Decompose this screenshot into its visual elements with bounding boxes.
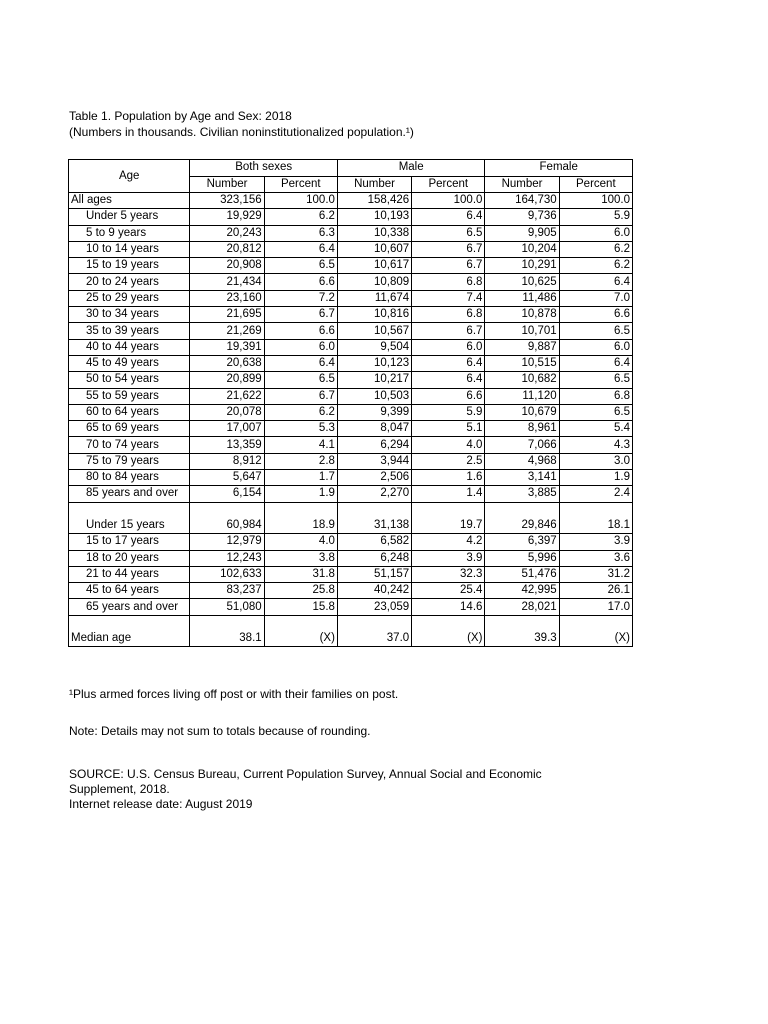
table-row — [69, 566, 633, 582]
percent-cell: 4.3 — [559, 437, 632, 453]
percent-cell: 6.4 — [412, 209, 485, 225]
number-cell: 158,426 — [337, 193, 411, 209]
number-cell: 20,078 — [190, 404, 264, 420]
percent-cell: 6.4 — [264, 355, 337, 371]
table-row — [69, 193, 633, 209]
number-cell: 10,809 — [337, 274, 411, 290]
number-cell: 10,617 — [337, 258, 411, 274]
percent-cell: 4.0 — [412, 437, 485, 453]
age-label: 15 to 17 years — [69, 534, 190, 550]
table-row — [69, 599, 633, 615]
percent-cell: 3.8 — [264, 550, 337, 566]
number-cell — [485, 502, 559, 518]
percent-cell: 18.9 — [264, 518, 337, 534]
age-label: 45 to 49 years — [69, 355, 190, 371]
number-cell: 10,123 — [337, 355, 411, 371]
number-cell: 19,391 — [190, 339, 264, 355]
percent-cell: 6.6 — [412, 388, 485, 404]
number-cell: 7,066 — [485, 437, 559, 453]
number-cell: 19,929 — [190, 209, 264, 225]
number-cell: 13,359 — [190, 437, 264, 453]
percent-cell: 5.1 — [412, 421, 485, 437]
number-cell: 10,625 — [485, 274, 559, 290]
percent-cell: 6.0 — [559, 339, 632, 355]
footnote-armed-forces: ¹Plus armed forces living off post or with their families on post. — [69, 687, 399, 701]
spacer-row — [69, 615, 633, 631]
footnote-rounding: Note: Details may not sum to totals because of rounding. — [69, 724, 371, 738]
number-cell: 10,291 — [485, 258, 559, 274]
percent-cell: 6.5 — [264, 372, 337, 388]
percent-cell: 5.3 — [264, 421, 337, 437]
subcol-percent: Percent — [264, 176, 337, 193]
percent-cell: 6.8 — [559, 388, 632, 404]
percent-cell: 6.0 — [412, 339, 485, 355]
table-row — [69, 486, 633, 502]
age-label: 40 to 44 years — [69, 339, 190, 355]
age-label: Median age — [69, 631, 190, 647]
spacer-row — [69, 502, 633, 518]
percent-cell: 15.8 — [264, 599, 337, 615]
percent-cell — [264, 615, 337, 631]
percent-cell: 6.2 — [559, 258, 632, 274]
table-row — [69, 534, 633, 550]
percent-cell: 6.6 — [559, 307, 632, 323]
percent-cell: 6.2 — [559, 241, 632, 257]
number-cell: 23,160 — [190, 290, 264, 306]
number-cell: 21,695 — [190, 307, 264, 323]
age-label — [69, 502, 190, 518]
number-cell: 12,243 — [190, 550, 264, 566]
table-row — [69, 470, 633, 486]
table-row — [69, 209, 633, 225]
percent-cell: 3.9 — [559, 534, 632, 550]
subcol-percent: Percent — [559, 176, 632, 193]
percent-cell: 100.0 — [264, 193, 337, 209]
table-subtitle: (Numbers in thousands. Civilian noninstitutionalized population.¹) — [69, 125, 414, 139]
number-cell: 21,269 — [190, 323, 264, 339]
percent-cell: 2.5 — [412, 453, 485, 469]
percent-cell: 7.0 — [559, 290, 632, 306]
number-cell: 51,080 — [190, 599, 264, 615]
number-cell: 29,846 — [485, 518, 559, 534]
percent-cell: 6.2 — [264, 404, 337, 420]
release-date: Internet release date: August 2019 — [69, 797, 253, 811]
table-row — [69, 258, 633, 274]
percent-cell: 17.0 — [559, 599, 632, 615]
percent-cell: 19.7 — [412, 518, 485, 534]
percent-cell: 6.4 — [559, 274, 632, 290]
percent-cell — [559, 615, 632, 631]
group-header-male: Male — [337, 160, 485, 177]
percent-cell: 1.6 — [412, 470, 485, 486]
percent-cell: 3.6 — [559, 550, 632, 566]
percent-cell — [559, 502, 632, 518]
percent-cell: 6.5 — [559, 404, 632, 420]
age-label: 21 to 44 years — [69, 566, 190, 582]
number-cell: 11,486 — [485, 290, 559, 306]
table-row — [69, 225, 633, 241]
number-cell: 12,979 — [190, 534, 264, 550]
percent-cell: 6.7 — [412, 323, 485, 339]
age-label: 20 to 24 years — [69, 274, 190, 290]
percent-cell: 4.0 — [264, 534, 337, 550]
number-cell: 9,887 — [485, 339, 559, 355]
percent-cell: 6.4 — [559, 355, 632, 371]
number-cell: 10,217 — [337, 372, 411, 388]
number-cell: 10,567 — [337, 323, 411, 339]
percent-cell: 6.7 — [412, 258, 485, 274]
number-cell: 17,007 — [190, 421, 264, 437]
number-cell: 6,294 — [337, 437, 411, 453]
age-label: 35 to 39 years — [69, 323, 190, 339]
percent-cell: 6.5 — [412, 225, 485, 241]
percent-cell — [412, 502, 485, 518]
number-cell: 9,504 — [337, 339, 411, 355]
table-title: Table 1. Population by Age and Sex: 2018 — [69, 109, 292, 123]
number-cell: 10,607 — [337, 241, 411, 257]
number-cell: 3,885 — [485, 486, 559, 502]
number-cell: 20,243 — [190, 225, 264, 241]
age-label: 45 to 64 years — [69, 583, 190, 599]
number-cell: 28,021 — [485, 599, 559, 615]
number-cell: 21,622 — [190, 388, 264, 404]
source-note: SOURCE: U.S. Census Bureau, Current Population Survey, Annual Social and Economic Supplement, 2018. — [69, 767, 542, 796]
number-cell: 51,157 — [337, 566, 411, 582]
table-row — [69, 631, 633, 647]
number-cell: 8,047 — [337, 421, 411, 437]
percent-cell: 26.1 — [559, 583, 632, 599]
number-cell: 21,434 — [190, 274, 264, 290]
number-cell — [337, 615, 411, 631]
number-cell: 9,736 — [485, 209, 559, 225]
subcol-number: Number — [337, 176, 411, 193]
number-cell: 10,503 — [337, 388, 411, 404]
percent-cell: 6.5 — [559, 372, 632, 388]
age-label — [69, 615, 190, 631]
age-label: 10 to 14 years — [69, 241, 190, 257]
age-label: 50 to 54 years — [69, 372, 190, 388]
percent-cell: 3.0 — [559, 453, 632, 469]
percent-cell: 6.3 — [264, 225, 337, 241]
number-cell: 20,908 — [190, 258, 264, 274]
number-cell: 9,905 — [485, 225, 559, 241]
percent-cell: 1.7 — [264, 470, 337, 486]
number-cell: 10,338 — [337, 225, 411, 241]
table-row — [69, 323, 633, 339]
percent-cell: 6.5 — [559, 323, 632, 339]
percent-cell: 100.0 — [559, 193, 632, 209]
number-cell: 20,899 — [190, 372, 264, 388]
age-label: 15 to 19 years — [69, 258, 190, 274]
age-label: 65 to 69 years — [69, 421, 190, 437]
age-label: 85 years and over — [69, 486, 190, 502]
table-row — [69, 290, 633, 306]
percent-cell: 18.1 — [559, 518, 632, 534]
subcol-number: Number — [485, 176, 559, 193]
population-table — [68, 159, 633, 647]
table-row — [69, 550, 633, 566]
number-cell: 164,730 — [485, 193, 559, 209]
number-cell: 3,141 — [485, 470, 559, 486]
table-row — [69, 339, 633, 355]
number-cell: 8,961 — [485, 421, 559, 437]
percent-cell: 6.0 — [264, 339, 337, 355]
percent-cell: 5.9 — [559, 209, 632, 225]
number-cell: 10,816 — [337, 307, 411, 323]
age-label: 65 years and over — [69, 599, 190, 615]
percent-cell: (X) — [559, 631, 632, 647]
number-cell — [485, 615, 559, 631]
percent-cell: 6.0 — [559, 225, 632, 241]
percent-cell: (X) — [412, 631, 485, 647]
percent-cell: 25.8 — [264, 583, 337, 599]
age-label: 75 to 79 years — [69, 453, 190, 469]
number-cell: 31,138 — [337, 518, 411, 534]
percent-cell: 6.6 — [264, 274, 337, 290]
subcol-number: Number — [190, 176, 264, 193]
percent-cell: 4.2 — [412, 534, 485, 550]
table-row — [69, 355, 633, 371]
percent-cell: (X) — [264, 631, 337, 647]
age-label: 60 to 64 years — [69, 404, 190, 420]
number-cell: 51,476 — [485, 566, 559, 582]
percent-cell: 31.8 — [264, 566, 337, 582]
percent-cell — [264, 502, 337, 518]
number-cell: 10,682 — [485, 372, 559, 388]
percent-cell: 4.1 — [264, 437, 337, 453]
number-cell: 6,582 — [337, 534, 411, 550]
number-cell: 4,968 — [485, 453, 559, 469]
table-row — [69, 583, 633, 599]
number-cell: 23,059 — [337, 599, 411, 615]
age-label: Under 15 years — [69, 518, 190, 534]
number-cell: 6,397 — [485, 534, 559, 550]
group-header-female: Female — [485, 160, 633, 177]
subcol-percent: Percent — [412, 176, 485, 193]
percent-cell: 6.7 — [264, 388, 337, 404]
number-cell: 323,156 — [190, 193, 264, 209]
percent-cell: 6.7 — [264, 307, 337, 323]
number-cell: 2,270 — [337, 486, 411, 502]
age-label: 5 to 9 years — [69, 225, 190, 241]
table-row — [69, 307, 633, 323]
number-cell: 6,154 — [190, 486, 264, 502]
number-cell: 5,647 — [190, 470, 264, 486]
percent-cell: 3.9 — [412, 550, 485, 566]
number-cell: 38.1 — [190, 631, 264, 647]
number-cell: 6,248 — [337, 550, 411, 566]
number-cell: 9,399 — [337, 404, 411, 420]
percent-cell: 6.4 — [412, 372, 485, 388]
age-label: 25 to 29 years — [69, 290, 190, 306]
number-cell: 20,812 — [190, 241, 264, 257]
table-row — [69, 372, 633, 388]
age-label: All ages — [69, 193, 190, 209]
percent-cell: 6.2 — [264, 209, 337, 225]
table-row — [69, 421, 633, 437]
number-cell: 37.0 — [337, 631, 411, 647]
number-cell — [190, 615, 264, 631]
percent-cell: 1.9 — [264, 486, 337, 502]
table-row — [69, 437, 633, 453]
number-cell: 10,701 — [485, 323, 559, 339]
table-row — [69, 453, 633, 469]
number-cell: 20,638 — [190, 355, 264, 371]
number-cell: 10,193 — [337, 209, 411, 225]
number-cell: 2,506 — [337, 470, 411, 486]
number-cell: 102,633 — [190, 566, 264, 582]
table-row — [69, 241, 633, 257]
percent-cell: 32.3 — [412, 566, 485, 582]
percent-cell: 6.4 — [264, 241, 337, 257]
number-cell: 10,515 — [485, 355, 559, 371]
percent-cell: 31.2 — [559, 566, 632, 582]
percent-cell: 25.4 — [412, 583, 485, 599]
number-cell: 10,679 — [485, 404, 559, 420]
number-cell: 10,878 — [485, 307, 559, 323]
number-cell: 10,204 — [485, 241, 559, 257]
number-cell: 83,237 — [190, 583, 264, 599]
percent-cell: 5.4 — [559, 421, 632, 437]
percent-cell: 14.6 — [412, 599, 485, 615]
percent-cell: 6.8 — [412, 274, 485, 290]
age-header: Age — [69, 160, 190, 193]
percent-cell: 1.9 — [559, 470, 632, 486]
number-cell: 40,242 — [337, 583, 411, 599]
percent-cell: 2.8 — [264, 453, 337, 469]
table-row — [69, 404, 633, 420]
group-header-both: Both sexes — [190, 160, 338, 177]
number-cell: 3,944 — [337, 453, 411, 469]
percent-cell: 1.4 — [412, 486, 485, 502]
number-cell: 5,996 — [485, 550, 559, 566]
percent-cell: 100.0 — [412, 193, 485, 209]
age-label: Under 5 years — [69, 209, 190, 225]
number-cell: 11,120 — [485, 388, 559, 404]
percent-cell: 5.9 — [412, 404, 485, 420]
number-cell — [190, 502, 264, 518]
percent-cell: 6.7 — [412, 241, 485, 257]
percent-cell: 6.4 — [412, 355, 485, 371]
percent-cell: 7.4 — [412, 290, 485, 306]
number-cell: 60,984 — [190, 518, 264, 534]
table-body — [69, 193, 633, 647]
percent-cell: 6.6 — [264, 323, 337, 339]
age-label: 70 to 74 years — [69, 437, 190, 453]
table-row — [69, 518, 633, 534]
number-cell — [337, 502, 411, 518]
percent-cell: 2.4 — [559, 486, 632, 502]
age-label: 30 to 34 years — [69, 307, 190, 323]
percent-cell — [412, 615, 485, 631]
percent-cell: 6.8 — [412, 307, 485, 323]
table-row — [69, 274, 633, 290]
age-label: 18 to 20 years — [69, 550, 190, 566]
number-cell: 42,995 — [485, 583, 559, 599]
number-cell: 39.3 — [485, 631, 559, 647]
percent-cell: 6.5 — [264, 258, 337, 274]
number-cell: 11,674 — [337, 290, 411, 306]
age-label: 55 to 59 years — [69, 388, 190, 404]
percent-cell: 7.2 — [264, 290, 337, 306]
number-cell: 8,912 — [190, 453, 264, 469]
table-row — [69, 388, 633, 404]
age-label: 80 to 84 years — [69, 470, 190, 486]
